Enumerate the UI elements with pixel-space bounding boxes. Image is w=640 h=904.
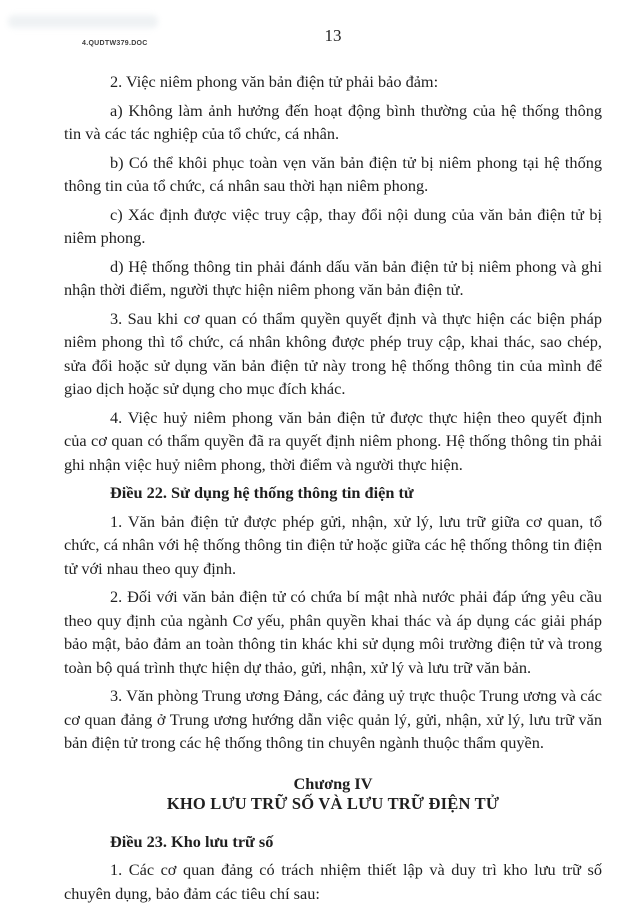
chapter-label: Chương IV [293,773,373,793]
document-file-id: 4.QUDTW379.DOC [82,40,148,47]
article-22-clause-3: 3. Văn phòng Trung ương Đảng, các đảng uỷ trực thuộc Trung ương và các cơ quan đảng ở Trung ương hướng dẫn việc quản lý, gửi, nhận, xử lý, lưu trữ văn bản điện tử trong các hệ thống thông tin chuyên ngành thuộc thẩm quyền. [64,686,602,752]
clause-4: 4. Việc huỷ niêm phong văn bản điện tử được thực hiện theo quyết định của cơ quan có thẩm quyền đã ra quyết định niêm phong. Hệ thống thông tin phải ghi nhận việc huỷ niêm phong, thời điểm và người thực hiện. [64,407,602,474]
clause-3: 3. Sau khi cơ quan có thẩm quyền quyết định và thực hiện các biện pháp niêm phong thì tổ chức, cá nhân không được phép truy cập, khai thác, sao chép, sửa đổi hoặc sử dụng văn bản điện tử này trong hệ thống thông tin của mình để giao dịch hoặc sử dụng cho mục đích khác. [64,308,602,398]
article-23-heading: Điều 23. Kho lưu trữ số [110,831,274,851]
scan-artifact [8,15,158,28]
clause-2-point-a: a) Không làm ảnh hưởng đến hoạt động bình thường của hệ thống thông tin và các tác nghiệp của tổ chức, cá nhân. [64,100,602,143]
clause-2-point-c: c) Xác định được việc truy cập, thay đổi nội dung của văn bản điện tử bị niêm phong. [64,204,602,247]
article-22-heading: Điều 22. Sử dụng hệ thống thông tin điện tử [110,483,414,502]
clause-2-point-d: d) Hệ thống thông tin phải đánh dấu văn bản điện tử bị niêm phong và ghi nhận thời điểm, người thực hiện niêm phong văn bản điện tử. [64,256,602,299]
article-23-clause-1: 1. Các cơ quan đảng có trách nhiệm thiết lập và duy trì kho lưu trữ số chuyên dụng, bảo đảm các tiêu chí sau: [64,860,602,903]
clause-2-intro: 2. Việc niêm phong văn bản điện tử phải bảo đảm: [110,72,439,91]
article-22-clause-1: 1. Văn bản điện tử được phép gửi, nhận, xử lý, lưu trữ giữa cơ quan, tổ chức, cá nhân với hệ thống thông tin điện tử hoặc giữa các hệ thống thông tin điện tử với nhau theo quy định. [64,511,602,578]
article-22-clause-2: 2. Đối với văn bản điện tử có chứa bí mật nhà nước phải đáp ứng yêu cầu theo quy định của ngành Cơ yếu, phân quyền khai thác và áp dụng các giải pháp bảo mật, bảo đảm an toàn thông tin khác khi sử dụng môi trường điện tử và trong toàn bộ quá trình thực hiện dự thảo, gửi, nhận, xử lý và lưu trữ văn bản. [64,587,602,677]
clause-2-point-b: b) Có thể khôi phục toàn vẹn văn bản điện tử bị niêm phong tại hệ thống thông tin của tổ chức, cá nhân sau thời hạn niêm phong. [64,152,602,195]
page-number: 13 [324,26,342,45]
chapter-title: KHO LƯU TRỮ SỐ VÀ LƯU TRỮ ĐIỆN TỬ [166,793,500,813]
